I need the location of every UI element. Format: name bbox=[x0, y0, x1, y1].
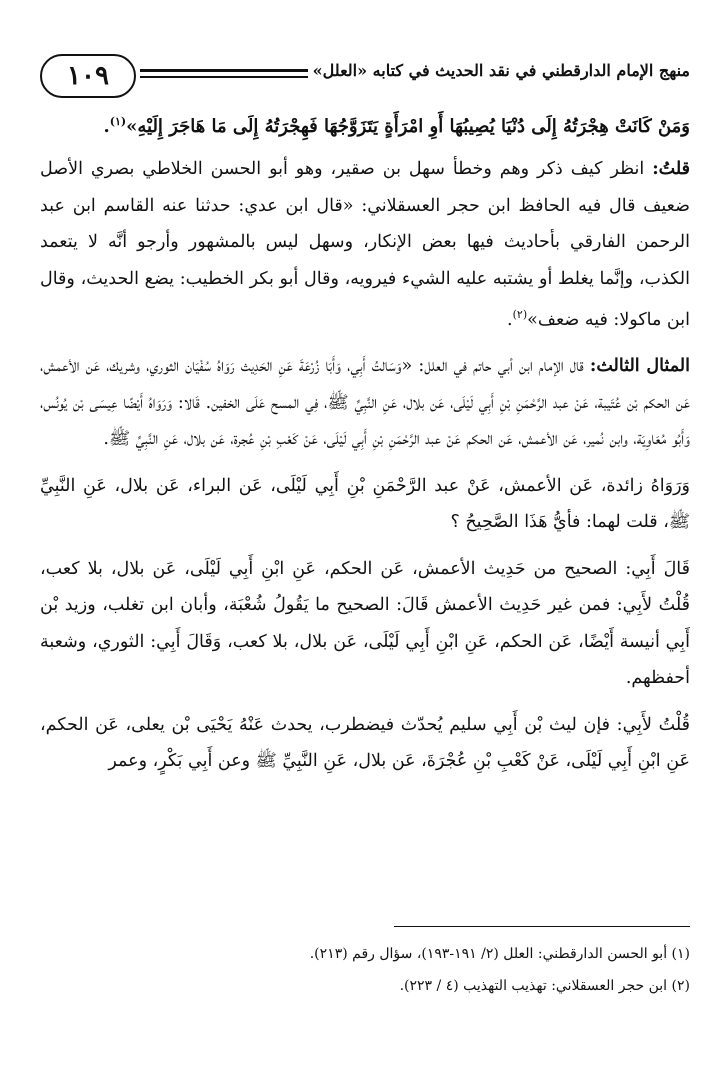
footnote-separator bbox=[394, 926, 690, 927]
footnote-mark: (٢) bbox=[512, 308, 528, 321]
footnote-mark: (١) bbox=[109, 115, 127, 128]
paragraph-layth bbox=[40, 707, 690, 780]
main-text bbox=[40, 104, 690, 790]
paragraph-text: انظر كيف ذكر وهم وخطأ سهل بن صقير، وهو أبو الحسن الخلاطي بصري الأصل ضعيف قال فيه الحافظ ابن حجر العسقلاني: «قال ابن عدي: حدثنا عنه القاسم ابن عبد الرحمن الفارقي بأحاديث فيها بعض الإنكار، وسهل ليس بالمشهور وأرجو أنَّه لا يتعمد الكذب، وإنَّما يغلط أو يشتبه عليه الشيء فيرويه، وقال أبو بكر الخطيب: يضع الحديث، وقال ابن ماكولا: فيه ضعف» bbox=[40, 159, 690, 330]
footnote-2: (٢) ابن حجر العسقلاني: تهذيب التهذيب (٤ / ٢٢٣). bbox=[399, 978, 690, 994]
paragraph-text: وَمَنْ كَانَتْ هِجْرَتُهُ إِلَى دُنْيَا يُصِيبُهَا أَوِ امْرَأَةٍ يَتَزَوَّجُهَا فَهِجْرَتُهُ إِلَى مَا هَاجَرَ إِلَيْهِ» bbox=[126, 116, 690, 137]
footnotes bbox=[40, 940, 690, 1004]
running-title: منهج الإمام الدارقطني في نقد الحديث في كتابه «العلل» bbox=[312, 61, 690, 80]
paragraph-tail: . bbox=[507, 309, 513, 330]
paragraph-text: قال الإمام ابن أبي حاتم في العلل: «وَسَالتُ أَبِي، وَأَبَا زُرْعَةَ عَنِ الحَدِيث رَوَاهُ سُفْيَان الثوري، وشريك، عَن الأعمش، عَن الحكم بْن عُتَيبة، عَنْ عبد الرَّحْمَنِ بْنِ أَبِي لَيْلَى، عَن بلال، عَنِ النَّبِيِّ ﷺ، فِي المسح عَلَى الخفين. قَالا: وَرَوَاهُ أَيْضًا عِيسَى بْن يُونُس، وَأَبُو مُعَاوِيَة، وابن نُمير، عَن الأعمش، عَن الحكم عَنْ عبد الرَّحْمَنِ بْنِ أَبِي لَيْلَى، عَنْ كَعْبِ بْنِ عُجرة، عَن بلال، عَنِ النَّبِيِّ ﷺ. bbox=[40, 356, 690, 450]
paragraph-text: وَرَوَاهُ زائدة، عَن الأعمش، عَنْ عبد الرَّحْمَنِ بْنِ أَبِي لَيْلَى، عَن البراء، عَن بلال، عَنِ النَّبِيِّ ﷺ، قلت لهما: فأيُّ هَذَا الصَّحِيحُ ؟ bbox=[40, 475, 690, 533]
paragraph-qultu bbox=[40, 151, 690, 338]
paragraph-lead: المثال الثالث: bbox=[589, 356, 691, 377]
paragraph-tail: . bbox=[103, 116, 110, 137]
page-number: ١٠٩ bbox=[40, 54, 136, 98]
page-header bbox=[40, 52, 690, 98]
paragraph-abi-answer bbox=[40, 551, 690, 697]
paragraph-zaida bbox=[40, 468, 690, 541]
paragraph-hadith-end bbox=[40, 104, 690, 145]
header-rule bbox=[140, 69, 308, 78]
paragraph-lead: قلتُ: bbox=[652, 159, 690, 179]
paragraph-third-example bbox=[40, 348, 690, 458]
paragraph-text: قَالَ أَبِي: الصحيح من حَدِيث الأعمش، عَن الحكم، عَنِ ابْنِ أَبِي لَيْلَى، عَن بلال، بلا كعب، قُلْتُ لأَبِي: فمن غير حَدِيث الأعمش قَالَ: الصحيح ما يَقُولُ شُعْبَة، وأبان ابن تغلب، وزيد بْن أَبِي أنيسة أَيْضًا، عَن الحكم، عَنِ ابْنِ أَبِي لَيْلَى، عَن بلال، بلا كعب، وَقَالَ أَبِي: الثوري، وشعبة أحفظهم. bbox=[40, 558, 690, 689]
footnote-1: (١) أبو الحسن الدارقطني: العلل (٢/ ١٩١-١٩٣)، سؤال رقم (٢١٣). bbox=[309, 946, 690, 962]
paragraph-text: قُلْتُ لأَبِي: فإن ليث بْن أَبِي سليم يُحدّث فيضطرب، يحدث عَنْهُ يَحْيَى بْن يعلى، عَن الحكم، عَنِ ابْنِ أَبِي لَيْلَى، عَنْ كَعْبِ بْنِ عُجْرَةَ، عَن بلال، عَنِ النَّبِيِّ ﷺ وعن أَبِي بَكْرٍ، وعمر bbox=[40, 714, 690, 772]
